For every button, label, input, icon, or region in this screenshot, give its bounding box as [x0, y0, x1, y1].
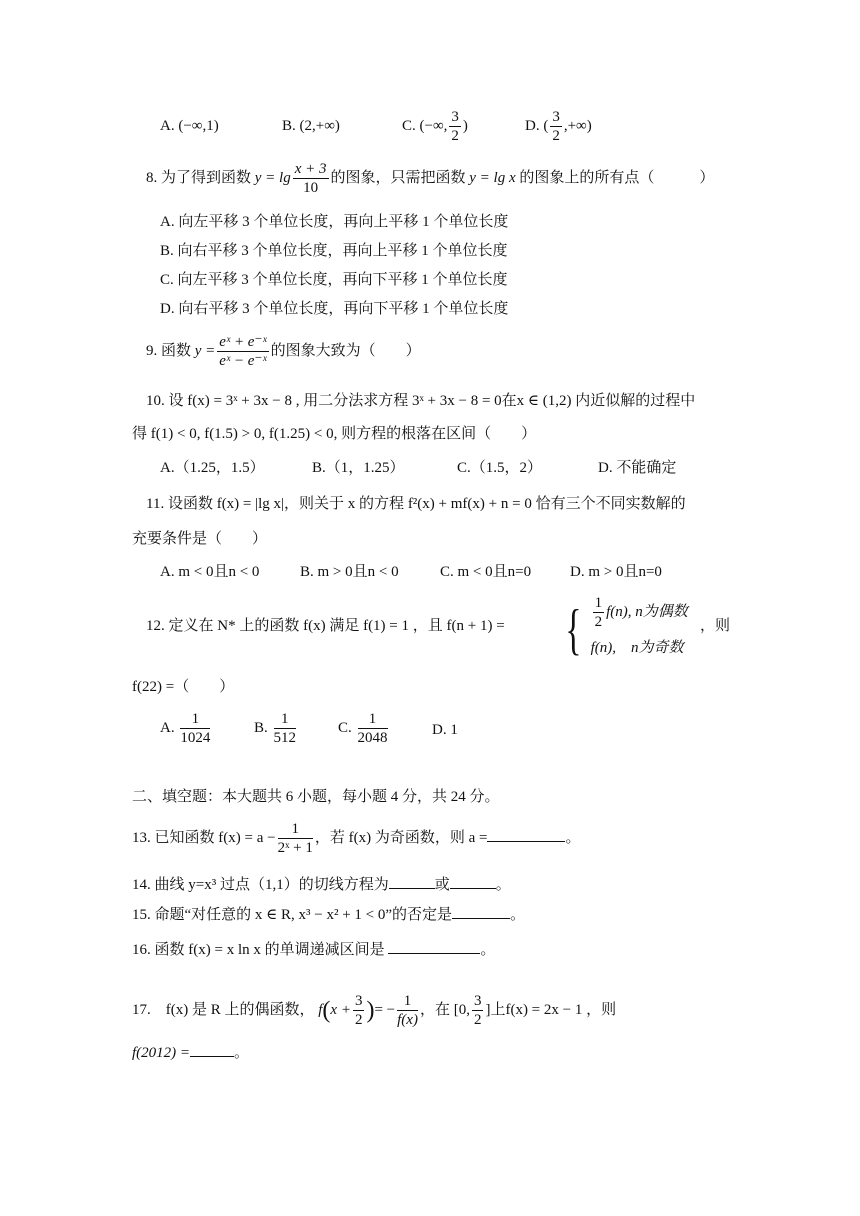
- question-17: [132, 992, 616, 1029]
- q17-end: 。: [234, 1045, 250, 1061]
- q9-fraction: [217, 333, 268, 370]
- q10-option-d: D. 不能确定: [598, 460, 677, 476]
- q7-option-c-post: ): [462, 117, 468, 134]
- q16-answer-blank[interactable]: [388, 939, 480, 954]
- q17-paren-open: (: [322, 997, 331, 1024]
- q10-option-b: B.（1，1.25）: [312, 460, 405, 476]
- q8-mid: 的图象，只需把函数: [330, 169, 466, 186]
- q11-option-d: D. m > 0且n=0: [570, 564, 662, 580]
- q7-d-den: 2: [552, 128, 560, 144]
- question-9: [146, 333, 421, 370]
- q12-case-odd: f(n), n为奇数: [590, 640, 684, 656]
- question-8: [146, 160, 714, 197]
- q11-option-c: C. m < 0且n=0: [440, 564, 532, 580]
- q8-option-c: C. 向左平移 3 个单位长度，再向下平移 1 个单位长度: [160, 272, 508, 288]
- q17-inner-fraction: [353, 992, 365, 1029]
- q16-end: 。: [480, 942, 496, 958]
- q17-paren-close: ): [366, 997, 375, 1024]
- q12-case-den: 2: [594, 614, 603, 630]
- q15-lead: 15. 命题“对任意的 x ∈ R, x³ − x² + 1 < 0”的否定是: [132, 907, 453, 923]
- question-13: [132, 820, 580, 857]
- q14-end: 。: [495, 877, 511, 893]
- q7-option-d-post: ,+∞): [563, 117, 592, 134]
- q16-lead: 16. 函数 f(x) = x ln x 的单调递减区间是: [132, 942, 385, 958]
- q15-end: 。: [510, 907, 526, 923]
- q7-option-d: [525, 108, 592, 145]
- q12-option-b-fraction: [274, 710, 297, 747]
- q9-num: eˣ + e⁻ˣ: [219, 334, 267, 350]
- q14-lead: 14. 曲线 y=x³ 过点（1,1）的切线方程为: [132, 877, 389, 893]
- q8-option-b: B. 向右平移 3 个单位长度，再向上平移 1 个单位长度: [160, 243, 508, 259]
- question-14: [132, 874, 511, 895]
- q13-end: 。: [565, 829, 581, 846]
- q11-option-a: A. m < 0且n < 0: [160, 564, 260, 580]
- q13-fraction: [278, 820, 313, 857]
- q17-line2-text: f(2012) =: [132, 1045, 191, 1061]
- q12-cases: [591, 594, 688, 665]
- q12-option-c-fraction: [358, 710, 388, 747]
- question-11-line-2: 充要条件是（ ）: [132, 531, 268, 547]
- q14-answer-blank-1[interactable]: [389, 874, 435, 889]
- q9-den: eˣ − e⁻ˣ: [219, 353, 267, 369]
- q7-c-num: 3: [451, 109, 459, 125]
- q17-lead: 17. f(x) 是 R 上的偶函数，: [132, 1001, 315, 1018]
- q12-option-c: [338, 710, 390, 747]
- q8-tail: 的图象上的所有点（ ）: [519, 169, 715, 186]
- q12-option-b: [254, 710, 298, 747]
- q17-int-num: 3: [473, 993, 482, 1009]
- q7-option-d-fraction: [550, 108, 562, 145]
- q12-case-fraction: [593, 594, 605, 631]
- q8-den: 10: [303, 180, 319, 196]
- q7-c-den: 2: [451, 128, 459, 144]
- q12-option-a-fraction: [180, 710, 210, 747]
- q12-tail: ，则: [700, 618, 731, 634]
- q15-answer-blank[interactable]: [452, 904, 510, 919]
- q8-lead: 8. 为了得到函数: [146, 169, 252, 186]
- q17-inner-num: 3: [354, 993, 363, 1009]
- q17-rhs-den: f(x): [397, 1012, 418, 1028]
- q13-num: 1: [278, 820, 313, 839]
- q17-interval-fraction: [472, 992, 484, 1029]
- q12-b-den: 512: [273, 730, 297, 746]
- q12-option-a-label: A.: [160, 719, 175, 736]
- q8-func2: y = lg x: [469, 169, 516, 186]
- q12-option-b-label: B.: [254, 719, 268, 736]
- q13-den: 2ˣ + 1: [277, 840, 313, 856]
- q17-rhs-num: 1: [397, 992, 418, 1011]
- q7-option-a: [160, 116, 219, 136]
- q14-answer-blank-2[interactable]: [450, 874, 496, 889]
- q17-rhs-fraction: [397, 992, 418, 1029]
- q17-eq: = −: [374, 1001, 396, 1018]
- question-12-line-2: f(22) =（ ）: [132, 679, 235, 695]
- q8-option-a: A. 向左平移 3 个单位长度，再向上平移 1 个单位长度: [160, 214, 509, 230]
- question-12-lead: 12. 定义在 N* 上的函数 f(x) 满足 f(1) = 1 ，且 f(n + 1) =: [146, 618, 505, 634]
- q8-func: y = lg: [254, 169, 291, 186]
- q7-option-c: [402, 108, 468, 145]
- q9-lead: 9. 函数: [146, 342, 192, 359]
- q12-a-num: 1: [180, 710, 210, 729]
- question-11-line-1: 11. 设函数 f(x) = |lg x|，则关于 x 的方程 f²(x) + mf(x) + n = 0 恰有三个不同实数解的: [146, 496, 686, 512]
- q8-num: x + 3: [294, 161, 327, 177]
- q7-option-c-label: C.: [402, 117, 416, 134]
- q8-option-d: D. 向右平移 3 个单位长度，再向下平移 1 个单位长度: [160, 301, 509, 317]
- q7-option-c-fraction: [449, 108, 461, 145]
- q12-a-den: 1024: [180, 730, 211, 746]
- q12-c-num: 1: [358, 710, 388, 729]
- q17-mid: ，在 [0,: [419, 1001, 470, 1018]
- q12-option-d: D. 1: [432, 722, 458, 738]
- q12-b-num: 1: [274, 710, 297, 729]
- q10-option-a: A.（1.25，1.5）: [160, 460, 265, 476]
- q11-option-b: B. m > 0且n < 0: [300, 564, 399, 580]
- q8-fraction: [293, 160, 329, 197]
- q12-case-even-rest: f(n), n为偶数: [606, 603, 688, 620]
- q9-tail: 的图象大致为（ ）: [270, 342, 421, 359]
- q7-option-c-pre: (−∞,: [419, 117, 448, 134]
- q7-option-d-pre: (: [543, 117, 549, 134]
- q12-c-den: 2048: [357, 730, 388, 746]
- q7-option-d-label: D.: [525, 117, 540, 134]
- q7-option-b-text: B. (2,+∞): [282, 118, 340, 134]
- q7-option-a-text: A. (−∞,1): [160, 118, 219, 134]
- q13-lead: 13. 已知函数 f(x) = a −: [132, 829, 276, 846]
- q7-d-num: 3: [552, 109, 560, 125]
- q14-mid: 或: [434, 877, 450, 893]
- q9-func: y =: [194, 342, 216, 359]
- q17-tail: ]上f(x) = 2x − 1 ，则: [485, 1001, 617, 1018]
- q12-piecewise: [560, 594, 688, 665]
- q17-int-den: 2: [473, 1012, 482, 1028]
- section-2-heading: 二、填空题：本大题共 6 小题，每小题 4 分，共 24 分。: [132, 789, 500, 805]
- question-15: [132, 904, 525, 925]
- q17-inner-den: 2: [354, 1012, 363, 1028]
- q12-option-c-label: C.: [338, 719, 352, 736]
- q17-answer-blank[interactable]: [190, 1042, 234, 1057]
- q10-option-c: C.（1.5，2）: [457, 460, 543, 476]
- q12-brace: {: [565, 598, 582, 661]
- q12-option-a: [160, 710, 212, 747]
- q17-f: f: [318, 1001, 323, 1018]
- q12-case-num: 1: [594, 595, 603, 611]
- question-17-line-2: [132, 1042, 249, 1063]
- question-10-line-2: 得 f(1) < 0, f(1.5) > 0, f(1.25) < 0, 则方程的根落在区间（ ）: [132, 426, 537, 442]
- q17-inner-pre: x +: [330, 1001, 351, 1018]
- q12-case-even: [591, 594, 688, 631]
- q13-tail: ，若 f(x) 为奇函数，则 a =: [314, 829, 488, 846]
- q13-answer-blank[interactable]: [487, 827, 565, 842]
- q7-option-b: [282, 116, 340, 136]
- question-10-line-1: 10. 设 f(x) = 3ˣ + 3x − 8 , 用二分法求方程 3ˣ + 3x − 8 = 0在x ∈ (1,2) 内近似解的过程中: [146, 393, 696, 409]
- question-16: [132, 939, 495, 960]
